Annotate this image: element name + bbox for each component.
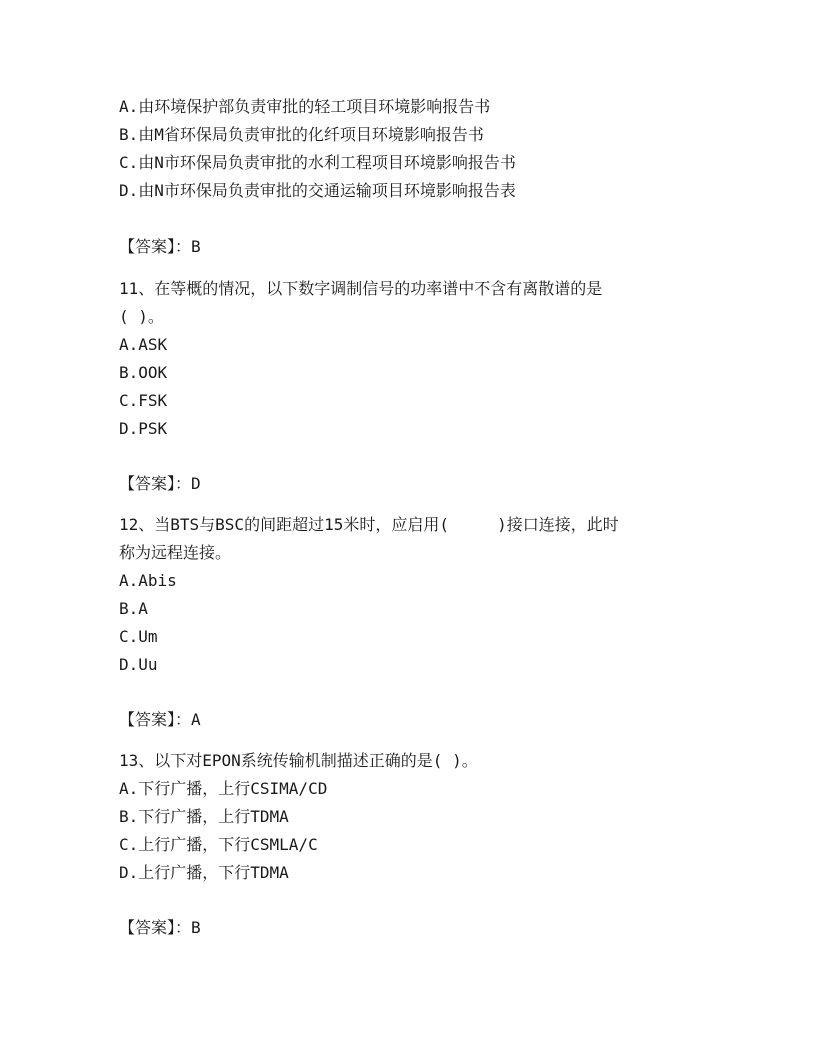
q12-option-d: D.Uu bbox=[119, 655, 158, 674]
q13-option-d: D.上行广播，下行TDMA bbox=[119, 863, 289, 882]
q10-option-a: A.由环境保护部负责审批的轻工项目环境影响报告书 bbox=[119, 97, 491, 116]
q11-stem: 11、在等概的情况，以下数字调制信号的功率谱中不含有离散谱的是 bbox=[119, 279, 603, 298]
q13-option-a: A.下行广播，上行CSIMA/CD bbox=[119, 779, 328, 798]
q12-option-c: C.Um bbox=[119, 627, 158, 646]
q12-option-a: A.Abis bbox=[119, 571, 177, 590]
q10-answer: 【答案】：B bbox=[119, 237, 201, 256]
q11-option-d: D.PSK bbox=[119, 419, 168, 438]
q10-option-d: D.由N市环保局负责审批的交通运输项目环境影响报告表 bbox=[119, 181, 516, 200]
q11-option-b: B.OOK bbox=[119, 363, 168, 382]
q13-option-b: B.下行广播，上行TDMA bbox=[119, 807, 289, 826]
q11-option-a: A.ASK bbox=[119, 335, 168, 354]
q10-option-b: B.由M省环保局负责审批的化纤项目环境影响报告书 bbox=[119, 125, 484, 144]
q13-option-c: C.上行广播，下行CSMLA/C bbox=[119, 835, 318, 854]
q12-option-b: B.A bbox=[119, 599, 148, 618]
q12-stem-cont: 称为远程连接。 bbox=[119, 543, 232, 562]
q12-stem: 12、当BTS与BSC的间距超过15米时，应启用( )接口连接，此时 bbox=[119, 515, 619, 534]
q11-option-c: C.FSK bbox=[119, 391, 168, 410]
q12-answer: 【答案】：A bbox=[119, 710, 201, 729]
q13-answer: 【答案】：B bbox=[119, 918, 201, 937]
q10-option-c: C.由N市环保局负责审批的水利工程项目环境影响报告书 bbox=[119, 153, 516, 172]
q11-answer: 【答案】：D bbox=[119, 474, 201, 493]
q11-stem-cont: ( )。 bbox=[119, 307, 164, 326]
q13-stem: 13、以下对EPON系统传输机制描述正确的是( )。 bbox=[119, 751, 478, 770]
